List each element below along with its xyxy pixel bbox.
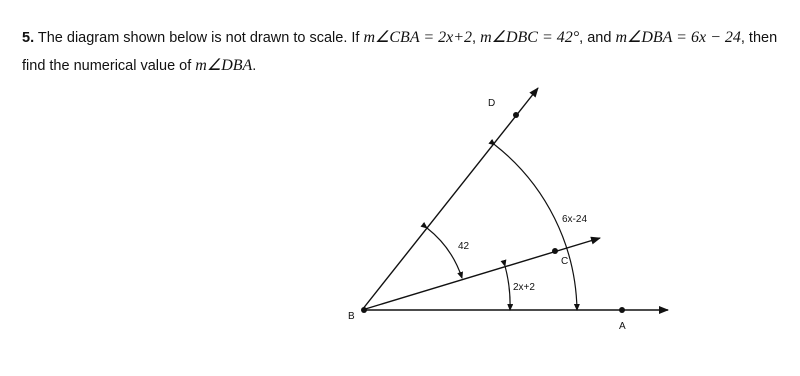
angle-cba-expression: m∠CBA = 2x+2 — [363, 29, 473, 46]
label-d: D — [488, 98, 496, 109]
target-angle-expression: m∠DBA — [195, 57, 253, 74]
angle-dba-expression: m∠DBA = 6x − 24 — [615, 29, 741, 46]
angle-dbc-expression: m∠DBC = 42° — [480, 29, 580, 46]
arc-cba — [505, 266, 510, 310]
connector-text: , and — [579, 30, 612, 46]
ray-bc — [362, 238, 600, 310]
problem-number: 5. — [22, 30, 35, 46]
arc-dbc — [427, 228, 462, 278]
label-b: B — [348, 311, 355, 322]
problem-statement: 5. The diagram shown below is not drawn to scale. If m∠CBA = 2x+2, m∠DBC = 42°, and m∠DBA = 6x − 24, then find the numerical value of m∠DBA. — [22, 29, 778, 74]
find-text: find the numerical value of — [22, 58, 192, 74]
label-angle-cba: 2x+2 — [513, 282, 535, 293]
point-c-dot — [552, 248, 558, 254]
label-a: A — [619, 321, 626, 332]
ray-bd — [362, 88, 538, 310]
point-b-dot — [361, 307, 367, 313]
arc-dba — [495, 145, 577, 310]
problem-intro-text: The diagram shown below is not drawn to scale. If — [37, 30, 360, 46]
label-c: C — [561, 256, 569, 267]
then-text: , then — [740, 30, 778, 46]
label-angle-dba: 6x-24 — [562, 214, 588, 225]
point-a-dot — [619, 307, 625, 313]
end-period: . — [252, 58, 257, 74]
point-d-dot — [513, 112, 519, 118]
label-angle-dbc: 42 — [458, 241, 470, 252]
